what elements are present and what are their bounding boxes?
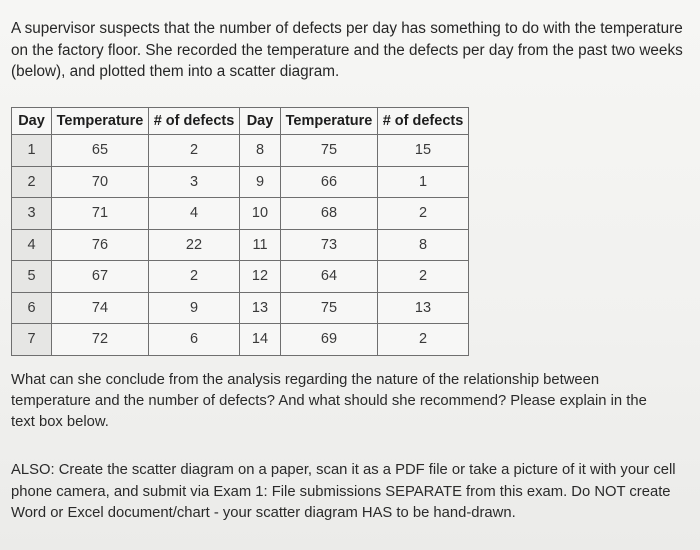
table-row bbox=[12, 292, 469, 324]
header-defects-1: # of defects bbox=[149, 108, 240, 135]
cell-defects: 2 bbox=[378, 198, 469, 230]
cell-defects: 8 bbox=[378, 229, 469, 261]
table-row bbox=[12, 261, 469, 293]
cell-day: 14 bbox=[240, 324, 281, 356]
table-row bbox=[12, 324, 469, 356]
cell-temperature: 65 bbox=[52, 135, 149, 167]
cell-defects: 15 bbox=[378, 135, 469, 167]
cell-defects: 2 bbox=[378, 324, 469, 356]
cell-temperature: 67 bbox=[52, 261, 149, 293]
table-header-row bbox=[12, 108, 469, 135]
header-day-2: Day bbox=[240, 108, 281, 135]
header-temperature-2: Temperature bbox=[281, 108, 378, 135]
cell-temperature: 76 bbox=[52, 229, 149, 261]
cell-day: 13 bbox=[240, 292, 281, 324]
cell-temperature: 66 bbox=[281, 166, 378, 198]
cell-temperature: 74 bbox=[52, 292, 149, 324]
cell-day: 2 bbox=[12, 166, 52, 198]
cell-defects: 13 bbox=[378, 292, 469, 324]
cell-day: 5 bbox=[12, 261, 52, 293]
cell-day: 9 bbox=[240, 166, 281, 198]
question-paragraph: What can she conclude from the analysis regarding the nature of the relationship between temperature and the number of defects? And what should she recommend? Please explain in the text box below. bbox=[11, 372, 647, 430]
header-temperature-1: Temperature bbox=[52, 108, 149, 135]
table-row bbox=[12, 229, 469, 261]
intro-paragraph: A supervisor suspects that the number of defects per day has something to do with the temperature on the factory floor. She recorded the temperature and the defects per day from the past two weeks (below), and plotted them into a scatter diagram. bbox=[11, 20, 683, 80]
cell-day: 4 bbox=[12, 229, 52, 261]
cell-defects: 2 bbox=[378, 261, 469, 293]
cell-temperature: 71 bbox=[52, 198, 149, 230]
cell-day: 10 bbox=[240, 198, 281, 230]
cell-defects: 9 bbox=[149, 292, 240, 324]
cell-temperature: 68 bbox=[281, 198, 378, 230]
temperature-defects-table bbox=[11, 107, 469, 356]
cell-day: 1 bbox=[12, 135, 52, 167]
also-instructions-paragraph: ALSO: Create the scatter diagram on a paper, scan it as a PDF file or take a picture of it with your cell phone camera, and submit via Exam 1: File submissions SEPARATE from this exam. Do NOT create Word or Excel document/chart - your scatter diagram HAS to be hand-drawn. bbox=[11, 462, 676, 521]
cell-temperature: 64 bbox=[281, 261, 378, 293]
header-defects-2: # of defects bbox=[378, 108, 469, 135]
cell-defects: 4 bbox=[149, 198, 240, 230]
cell-day: 3 bbox=[12, 198, 52, 230]
cell-temperature: 72 bbox=[52, 324, 149, 356]
table-row bbox=[12, 198, 469, 230]
cell-temperature: 75 bbox=[281, 135, 378, 167]
cell-defects: 3 bbox=[149, 166, 240, 198]
cell-defects: 2 bbox=[149, 135, 240, 167]
cell-defects: 6 bbox=[149, 324, 240, 356]
table-row bbox=[12, 166, 469, 198]
cell-day: 12 bbox=[240, 261, 281, 293]
cell-day: 6 bbox=[12, 292, 52, 324]
cell-day: 11 bbox=[240, 229, 281, 261]
cell-day: 7 bbox=[12, 324, 52, 356]
cell-day: 8 bbox=[240, 135, 281, 167]
cell-defects: 1 bbox=[378, 166, 469, 198]
table-row bbox=[12, 135, 469, 167]
cell-temperature: 75 bbox=[281, 292, 378, 324]
cell-defects: 2 bbox=[149, 261, 240, 293]
cell-temperature: 70 bbox=[52, 166, 149, 198]
cell-temperature: 73 bbox=[281, 229, 378, 261]
cell-temperature: 69 bbox=[281, 324, 378, 356]
cell-defects: 22 bbox=[149, 229, 240, 261]
header-day-1: Day bbox=[12, 108, 52, 135]
